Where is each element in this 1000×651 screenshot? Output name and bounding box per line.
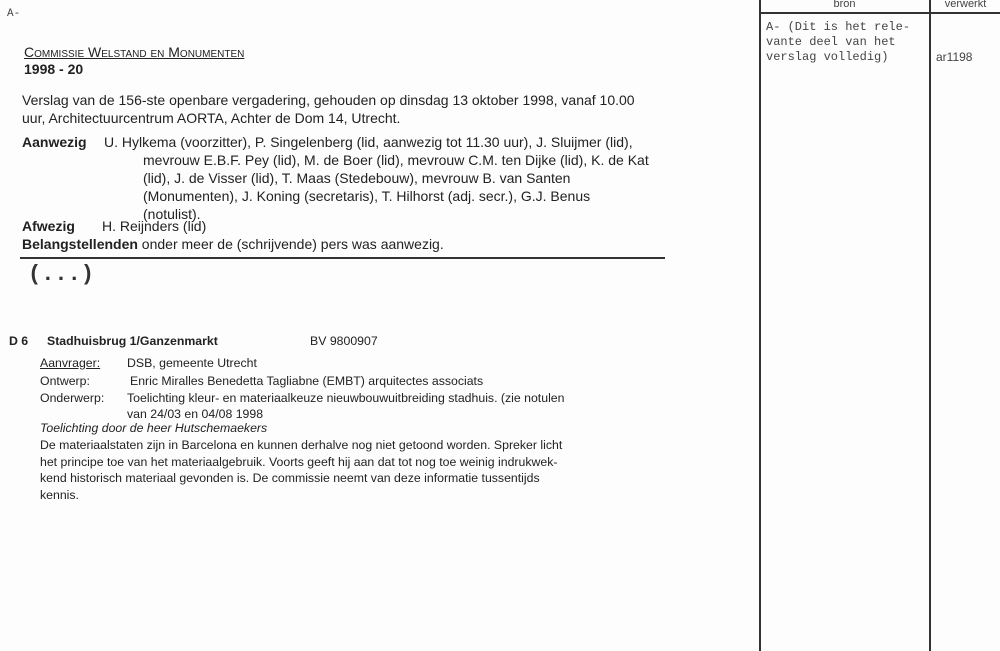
absent-value: H. Reijnders (lid) [102,218,207,234]
item-ref: BV 9800907 [310,334,378,348]
field-label: Ontwerp: [40,374,90,388]
present-line: (notulist). [143,206,201,222]
explanation-heading: Toelichting door de heer Hutschemaekers [40,421,268,435]
present-lines [143,151,649,223]
intro-line: Verslag van de 156-ste openbare vergadering, gehouden op dinsdag 13 oktober 1998, vanaf 10.00 [22,92,635,108]
field-value: DSB, gemeente Utrecht [127,356,257,370]
field-continuation: van 24/03 en 04/08 1998 [127,407,264,421]
source-line: verslag volledig) [766,50,889,64]
header-source: bron [833,0,856,10]
present-label: Aanwezig [22,134,87,150]
intro-text [22,91,635,127]
interested-line [22,235,444,253]
table-header-line [759,12,1000,14]
explanation-line: kend historisch materiaal gevonden is. De commissie neemt van deze informatie tussentijds [40,471,540,485]
org-title: Commissie Welstand en Monumenten [24,44,245,60]
source-line: A- (Dit is het rele- [766,20,911,34]
present-line: U. Hylkema (voorzitter), P. Singelenberg (lid, aanwezig tot 11.30 uur), J. Sluijmer (lid), [104,134,633,150]
present-line: mevrouw E.B.F. Pey (lid), M. de Boer (lid), mevrouw C.M. ten Dijke (lid), K. de Kat [143,152,649,168]
processed-value: ar1198 [936,50,973,64]
header-processed: verwerkt [944,0,987,10]
explanation-line: kennis. [40,487,79,502]
table-column-divider [929,0,931,651]
item-title: Stadhuisbrug 1/Ganzenmarkt [47,334,218,348]
present-line: (lid), J. de Visser (lid), T. Maas (Stedebouw), mevrouw B. van Santen [143,170,571,186]
margin-mark: A- [7,8,21,20]
source-note [766,20,910,65]
interested-label: Belangstellenden [22,236,138,252]
intro-line: uur, Architectuurcentrum AORTA, Achter de Dom 14, Utrecht. [22,110,401,126]
field-value: Toelichting kleur- en materiaalkeuze nieuwbouwuitbreiding stadhuis. (zie notulen [127,391,565,405]
field-value: Enric Miralles Benedetta Tagliabne (EMBT) arquitectes associats [130,374,484,388]
explanation-line: het principe toe van het materiaalgebruik. Voorts geeft hij aan dat tot nog toe weinig indrukwek- [40,454,558,469]
field-label: Aanvrager: [40,356,101,370]
item-code: D 6 [9,334,29,348]
report-number: 1998 - 20 [24,61,84,77]
ellipsis: (...) [28,262,95,287]
table-border-left [759,0,761,651]
field-label: Onderwerp: [40,391,105,405]
absent-label: Afwezig [22,218,75,234]
explanation-text [40,437,562,503]
explanation-line: De materiaalstaten zijn in Barcelona en kunnen derhalve nog niet getoond worden. Spreker licht [40,438,563,452]
present-line: (Monumenten), J. Koning (secretaris), T. Hilhorst (adj. secr.), G.J. Benus [143,188,591,204]
interested-text: onder meer de (schrijvende) pers was aanwezig. [137,236,444,252]
section-divider [20,257,665,259]
source-line: vante deel van het [766,35,896,49]
